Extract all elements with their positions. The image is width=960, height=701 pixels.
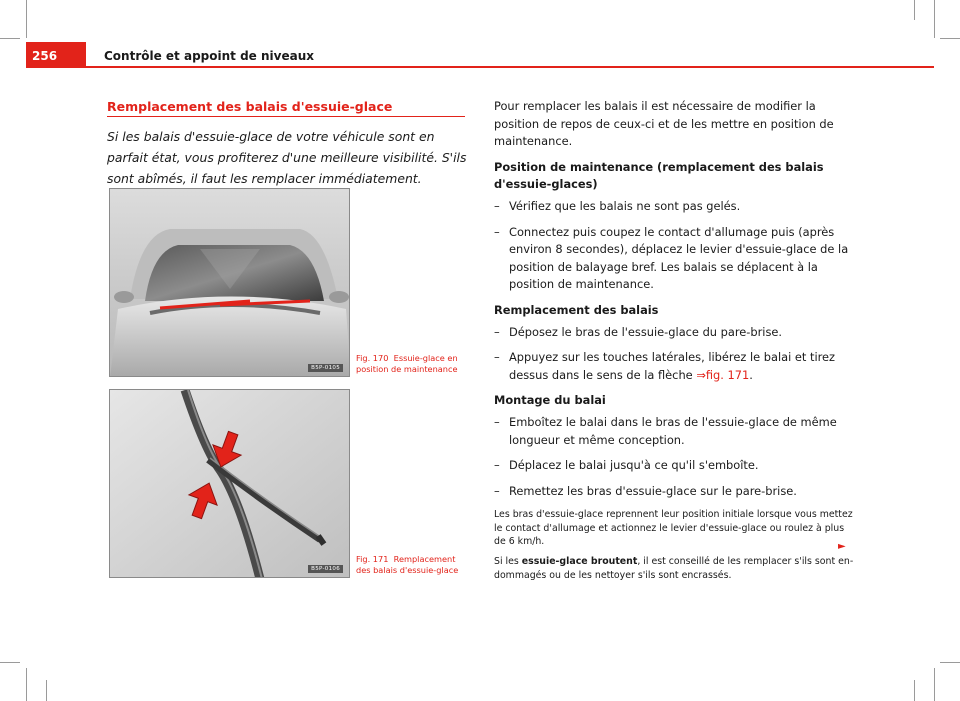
- crop-mark: [0, 662, 20, 663]
- figure-code: B5P-0105: [308, 364, 343, 372]
- crop-mark: [934, 0, 935, 38]
- crop-mark: [26, 0, 27, 38]
- subheading: Montage du balai: [494, 393, 606, 408]
- step-item: – Vérifiez que les balais ne sont pas gelés.: [494, 198, 741, 213]
- figure-171-caption: [356, 554, 466, 576]
- subheading: Position de maintenance (remplacement des balais d'essuie-glaces): [494, 159, 824, 192]
- crop-mark: [46, 680, 47, 701]
- emphasis: essuie-glace broutent: [521, 556, 638, 568]
- crop-mark: [934, 668, 935, 701]
- header-rule: [86, 66, 934, 68]
- crop-mark: [26, 668, 27, 701]
- step-item: – Emboîtez le balai dans le bras de l'essuie-glace de même longueur et même conception.: [494, 414, 837, 447]
- section-title: Remplacement des balais d'essuie-glace: [107, 99, 393, 114]
- step-item: – Remettez les bras d'essuie-glace sur le pare-brise.: [494, 483, 797, 498]
- chapter-title: Contrôle et appoint de niveaux: [104, 49, 314, 63]
- instructions-column: [494, 98, 854, 588]
- paragraph: Pour remplacer les balais il est nécessaire de modifier la position de repos de ceux-ci et de les mettre en position de maintenance.: [494, 99, 834, 149]
- figure-link[interactable]: ⇒fig. 171: [696, 367, 750, 382]
- continue-arrow-icon: ►: [838, 541, 846, 552]
- note-paragraph: Si les essuie-glace broutent, il est conseillé de les remplacer s'ils sont endommagés ou de les nettoyer s'ils sont encrassés.: [494, 556, 854, 581]
- figure-caption-text: Essuie-glace en position de maintenance: [356, 353, 458, 374]
- figure-code: B5P-0106: [308, 565, 343, 573]
- page-number: 256: [32, 49, 58, 63]
- note-paragraph: Les bras d'essuie-glace reprennent leur position initiale lorsque vous mettez le contact d'allumage et actionnez le levier d'essuie-glace ou roulez à plus de 6 km/h.: [494, 509, 853, 548]
- crop-mark: [940, 662, 960, 663]
- figure-caption-text: Remplacement des balais d'essuie-glace: [356, 554, 459, 575]
- crop-mark: [0, 38, 20, 39]
- figure-171-image: [109, 389, 350, 578]
- figure-label: Fig. 170: [356, 353, 389, 363]
- subheading: Remplacement des balais: [494, 302, 659, 317]
- wiper-blade-illustration: [110, 390, 350, 578]
- figure-170-caption: [356, 353, 466, 375]
- figure-label: Fig. 171: [356, 554, 389, 564]
- step-item: – Connectez puis coupez le contact d'allumage puis (après environ 8 secondes), déplacez le levier d'essuie-glace de la position de balayage bref. Les balais se déplacent à la position de maintenance.: [494, 224, 849, 292]
- step-item: – Déposez le bras de l'essuie-glace du pare-brise.: [494, 324, 783, 339]
- crop-mark: [940, 38, 960, 39]
- step-item: – Appuyez sur les touches latérales, libérez le balai et tirez dessus dans le sens de la flèche ⇒fig. 171.: [494, 350, 836, 382]
- figure-170-image: [109, 188, 350, 377]
- crop-mark: [914, 0, 915, 20]
- section-rule: [107, 116, 465, 117]
- step-item: – Déplacez le balai jusqu'à ce qu'il s'emboîte.: [494, 458, 759, 473]
- section-intro: Si les balais d'essuie-glace de votre véhicule sont en parfait état, vous profiterez d'une meilleure visibilité. S'ils sont abîmés, il faut les remplacer immédiatement.: [107, 129, 467, 186]
- car-windshield-illustration: [110, 189, 350, 377]
- crop-mark: [914, 680, 915, 701]
